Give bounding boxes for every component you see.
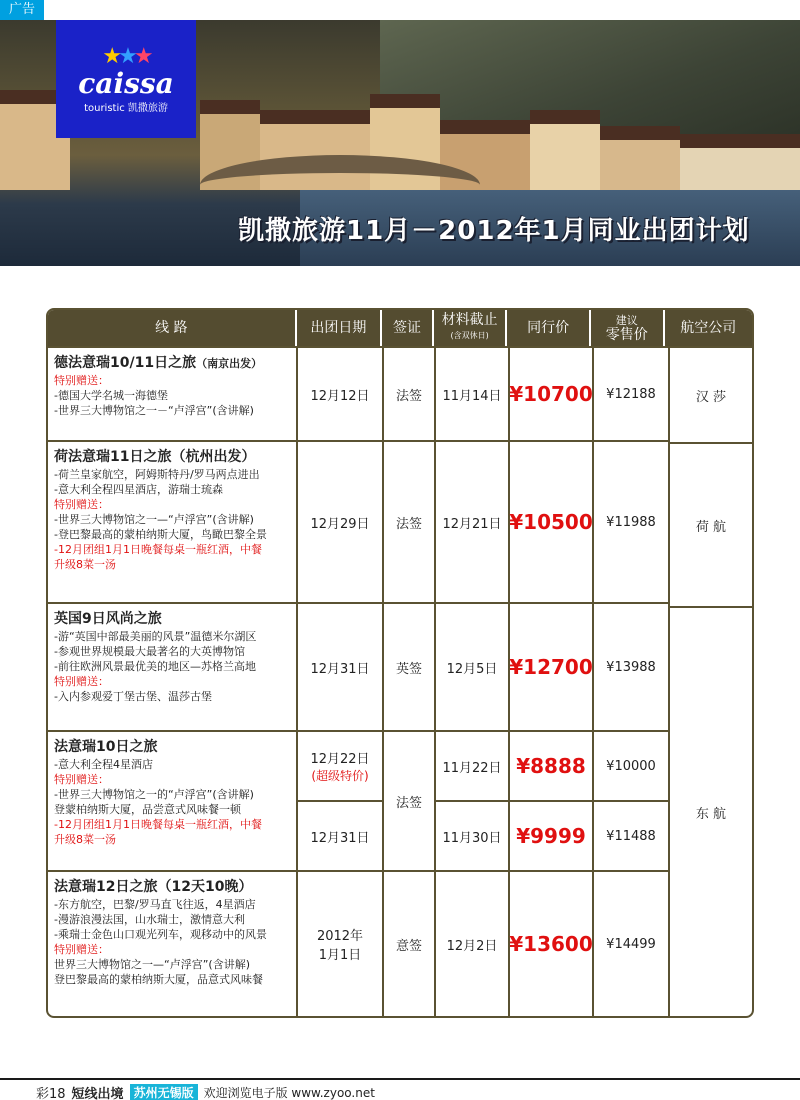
- retail-price-cell: [594, 732, 668, 870]
- route-line: -游“英国中部最美丽的风景”温德米尔湖区: [54, 630, 257, 643]
- route-cell: [48, 348, 298, 440]
- caissa-logo: [56, 20, 196, 138]
- route-line: -意大利全程四星酒店，游瑞士琉森: [54, 483, 223, 496]
- header-route: 线 路: [48, 310, 297, 346]
- trade-price-cell: ¥10700: [510, 348, 594, 440]
- table-row: [48, 870, 668, 1016]
- route-line: 特别赠送：: [54, 498, 109, 511]
- route-line: -世界三大博物馆之一—“卢浮宫”(含讲解): [54, 513, 254, 526]
- route-line: 升级8菜一汤: [54, 833, 116, 846]
- retail-price-cell: ¥12188: [606, 386, 656, 402]
- header-banner: [0, 20, 800, 266]
- route-line: 特别赠送：: [54, 943, 109, 956]
- deadline-value: 11月30日: [436, 800, 508, 870]
- deadline-cell: 11月14日: [436, 348, 510, 440]
- deadline-cell: 12月2日: [436, 872, 510, 1016]
- airline-cell-shared: 东 航: [670, 606, 752, 1016]
- route-title: 英国9日风尚之旅: [54, 611, 162, 627]
- retail-price-cell: ¥14499: [606, 936, 656, 952]
- route-line: -世界三大博物馆之一－“卢浮宫”(含讲解): [54, 404, 254, 417]
- route-line: -12月团组1月1日晚餐每桌一瓶红酒，中餐: [54, 818, 262, 831]
- route-title: 法意瑞10日之旅: [54, 739, 158, 755]
- trade-price-cell: ¥12700: [510, 604, 594, 730]
- retail-price-cell: ¥13988: [606, 659, 656, 675]
- deadline-value: 11月22日: [442, 760, 502, 776]
- trade-price-cell: ¥10500: [510, 442, 594, 602]
- route-line: -前往欧洲风景最优美的地区—苏格兰高地: [54, 660, 256, 673]
- page-title: 凯撒旅游11月－2012年1月同业出团计划: [238, 216, 750, 246]
- date-cell: [298, 872, 384, 1016]
- section-name: 短线出境: [71, 1087, 124, 1100]
- route-line: 升级8菜一汤: [54, 558, 116, 571]
- route-cell: [48, 604, 298, 730]
- table-row: [48, 440, 668, 602]
- route-title: 法意瑞12日之旅（12天10晚）: [54, 879, 253, 895]
- route-line: 登巴黎最高的蒙柏纳斯大厦，品意式风味餐: [54, 973, 263, 986]
- deadline-cell: 12月5日: [436, 604, 510, 730]
- route-line: 特别赠送：: [54, 675, 109, 688]
- visa-cell: 意签: [384, 872, 436, 1016]
- route-line: -入内参观爱丁堡古堡、温莎古堡: [54, 690, 212, 703]
- departure-date: 12月22日: [310, 752, 370, 767]
- trade-price-value: ¥9999: [510, 800, 592, 870]
- visa-cell: 英签: [384, 604, 436, 730]
- retail-price-value: ¥10000: [606, 758, 656, 774]
- route-line: -登巴黎最高的蒙柏纳斯大厦，鸟瞰巴黎全景: [54, 528, 267, 541]
- header-airline: 航空公司: [680, 319, 737, 336]
- deadline-cell: [436, 732, 510, 870]
- route-line: 特别赠送：: [54, 374, 109, 387]
- page-number: 彩18: [36, 1087, 66, 1100]
- route-line: -东方航空，巴黎/罗马直飞往返，4星酒店: [54, 898, 256, 911]
- airline-column: [668, 346, 752, 1016]
- route-line: -荷兰皇家航空，阿姆斯特丹/罗马两点进出: [54, 468, 260, 481]
- table-row: [48, 602, 668, 730]
- header-visa: 签证: [382, 310, 434, 346]
- banner-bridge: [200, 155, 480, 215]
- ad-label: 广告: [0, 0, 44, 20]
- header-deadline-note: (含双休日): [450, 331, 489, 340]
- airline-cell: 汉 莎: [670, 346, 752, 442]
- visa-cell: 法签: [384, 442, 436, 602]
- route-line: -12月团组1月1日晚餐每桌一瓶红酒，中餐: [54, 543, 262, 556]
- edition-badge: 苏州无锡版: [130, 1084, 198, 1100]
- trade-price-cell: ¥13600: [510, 872, 594, 1016]
- visa-cell: 法签: [384, 732, 436, 870]
- route-line: -意大利全程4星酒店: [54, 758, 153, 771]
- route-cell: [48, 732, 298, 870]
- route-title: 德法意瑞10/11日之旅（南京出发）: [54, 355, 263, 371]
- trade-price-value: ¥8888: [516, 754, 586, 778]
- route-cell: [48, 872, 298, 1016]
- route-line: -参观世界规模最大最著名的大英博物馆: [54, 645, 245, 658]
- header-deadline: [434, 310, 508, 346]
- header-retail-price: [591, 310, 665, 346]
- date-cell: 12月29日: [298, 442, 384, 602]
- route-line: -漫游浪漫法国，山水瑞士，激情意大利: [54, 913, 245, 926]
- page-footer: [36, 1083, 375, 1100]
- retail-price-value: ¥11488: [594, 800, 668, 870]
- header-trade-price: 同行价: [507, 310, 591, 346]
- date-cell: 12月12日: [298, 348, 384, 440]
- route-line: -德国大学名城一海德堡: [54, 389, 168, 402]
- airline-cell: 荷 航: [670, 442, 752, 606]
- deadline-cell: 12月21日: [436, 442, 510, 602]
- retail-price-cell: ¥11988: [606, 514, 656, 530]
- logo-subtitle: touristic 凯撒旅游: [84, 103, 168, 114]
- date-cell: [298, 732, 384, 870]
- footer-divider: [0, 1078, 800, 1080]
- logo-stars-icon: ★★★: [102, 44, 150, 69]
- header-deadline-label: 材料截止: [441, 312, 498, 328]
- header-date: 出团日期: [297, 310, 383, 346]
- website-link[interactable]: 欢迎浏览电子版 www.zyoo.net: [203, 1086, 375, 1100]
- date-cell: 12月31日: [298, 604, 384, 730]
- header-retail-line2: 零售价: [605, 327, 648, 343]
- table-header: [48, 310, 752, 346]
- route-line: -乘瑞士金色山口观光列车，观移动中的风景: [54, 928, 267, 941]
- departure-table: [46, 308, 754, 1018]
- route-line: -世界三大博物馆之一的“卢浮宫”(含讲解): [54, 788, 254, 801]
- departure-date: 12月31日: [298, 800, 382, 870]
- visa-cell: 法签: [384, 348, 436, 440]
- route-line: 世界三大博物馆之一—“卢浮宫”(含讲解): [54, 958, 250, 971]
- route-line: 特别赠送：: [54, 773, 109, 786]
- special-price-note: (超级特价): [311, 769, 369, 783]
- date-line: 1月1日: [318, 948, 362, 963]
- table-row: [48, 730, 668, 870]
- header-retail-line1: 建议: [615, 314, 638, 327]
- trade-price-cell: [510, 732, 594, 870]
- route-title: 荷法意瑞11日之旅（杭州出发）: [54, 449, 256, 465]
- route-line: 登蒙柏纳斯大厦，品尝意式风味餐一顿: [54, 803, 241, 816]
- route-cell: [48, 442, 298, 602]
- logo-brand: caissa: [78, 67, 174, 100]
- date-line: 2012年: [316, 929, 364, 944]
- table-row: [48, 346, 668, 440]
